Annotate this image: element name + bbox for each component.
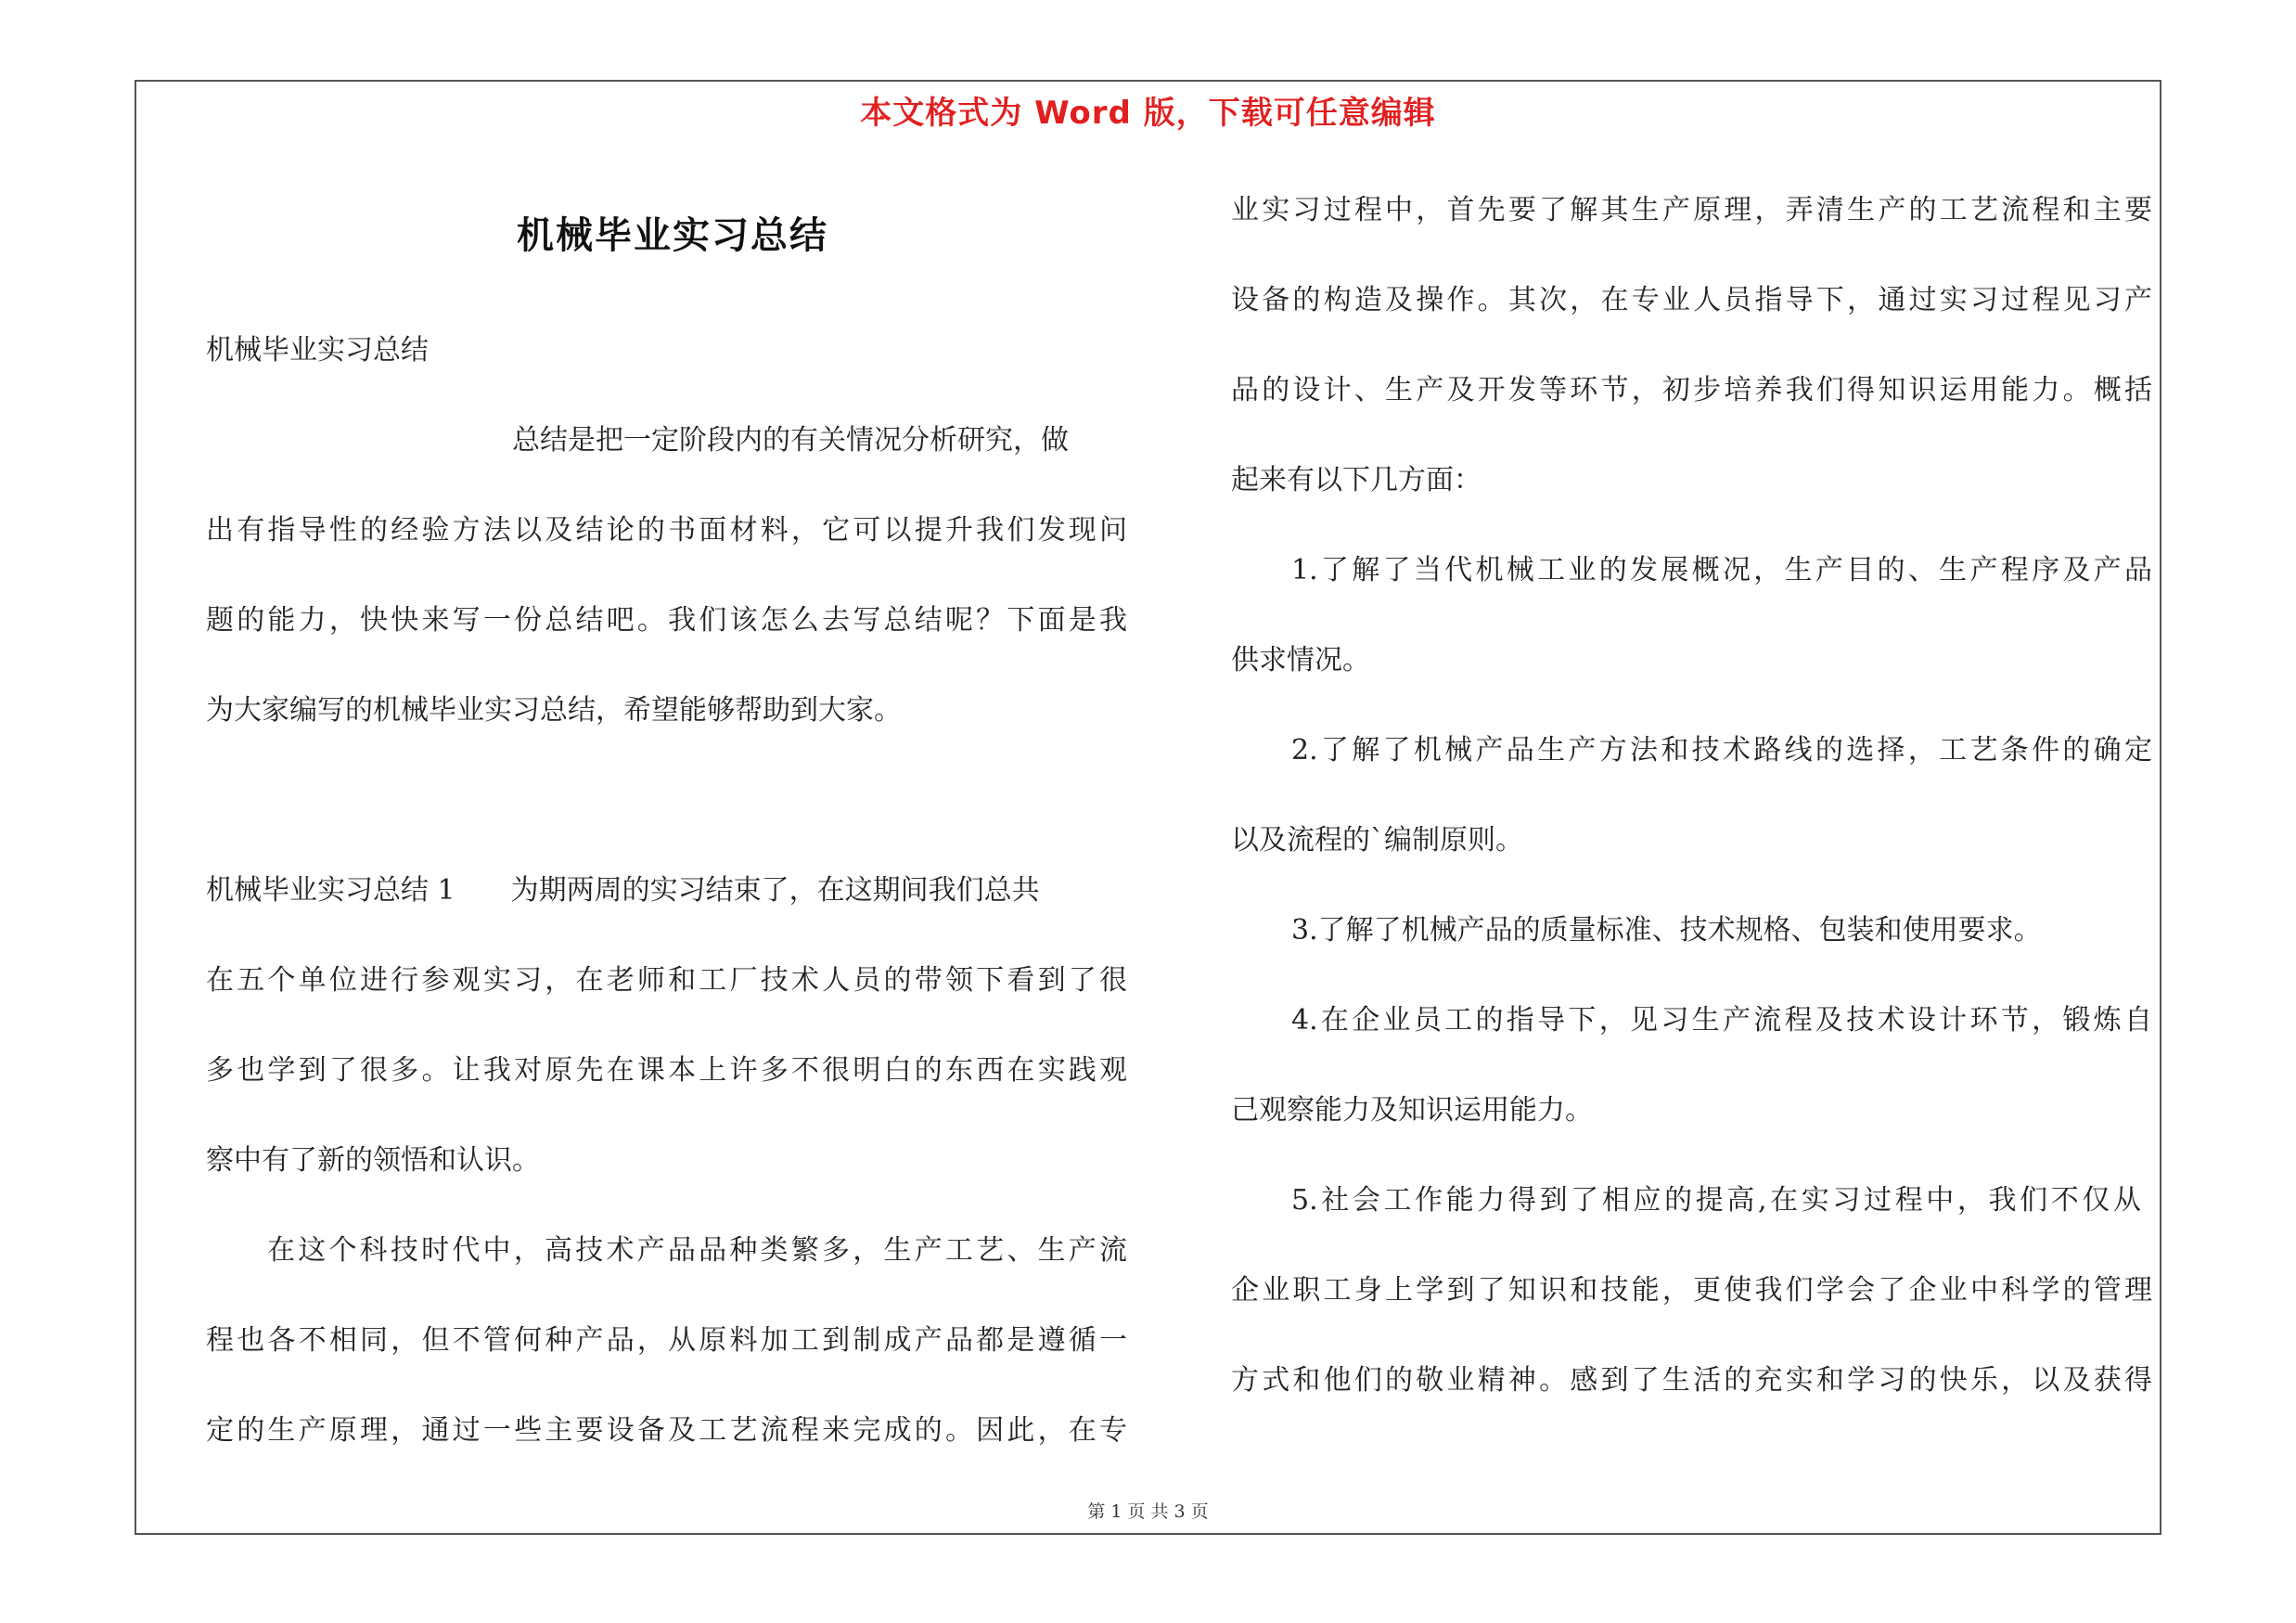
list-item: 4.在企业员工的指导下，见习生产流程及技术设计环节，锻炼自	[1291, 1004, 2152, 1037]
paragraph-line: 为大家编写的机械毕业实习总结，希望能够帮助到大家。	[206, 694, 902, 727]
list-item-continuation: 己观察能力及知识运用能力。	[1231, 1094, 1593, 1127]
list-item: 5.社会工作能力得到了相应的提高,在实习过程中，我们不仅从	[1291, 1184, 2141, 1217]
document-title: 机械毕业实习总结	[517, 214, 828, 257]
paragraph-line: 起来有以下几方面：	[1231, 464, 1481, 496]
list-item-continuation: 供求情况。	[1231, 644, 1370, 676]
list-item: 2.了解了机械产品生产方法和技术路线的选择，工艺条件的确定	[1291, 734, 2152, 766]
list-item-continuation: 以及流程的`编制原则。	[1231, 824, 1523, 857]
list-item-continuation: 企业职工身上学到了知识和技能，更使我们学会了企业中科学的管理	[1231, 1274, 2152, 1307]
list-item: 3.了解了机械产品的质量标准、技术规格、包装和使用要求。	[1291, 914, 2042, 947]
paragraph-line: 程也各不相同，但不管何种产品，从原料加工到制成产品都是遵循一	[206, 1324, 1127, 1357]
list-item-continuation: 方式和他们的敬业精神。感到了生活的充实和学习的快乐，以及获得	[1231, 1364, 2152, 1397]
paragraph-line: 总结是把一定阶段内的有关情况分析研究，做	[512, 424, 1069, 457]
paragraph-line: 机械毕业实习总结 1 为期两周的实习结束了，在这期间我们总共	[206, 874, 1040, 907]
paragraph-line: 定的生产原理，通过一些主要设备及工艺流程来完成的。因此，在专	[206, 1414, 1127, 1447]
paragraph-line: 在这个科技时代中，高技术产品品种类繁多，生产工艺、生产流	[267, 1234, 1127, 1267]
paragraph-line: 多也学到了很多。让我对原先在课本上许多不很明白的东西在实践观	[206, 1054, 1127, 1087]
paragraph-line: 业实习过程中，首先要了解其生产原理，弄清生产的工艺流程和主要	[1231, 194, 2152, 226]
paragraph-line: 品的设计、生产及开发等环节，初步培养我们得知识运用能力。概括	[1231, 374, 2152, 406]
paragraph-line: 出有指导性的经验方法以及结论的书面材料，它可以提升我们发现问	[206, 514, 1127, 547]
list-item: 1.了解了当代机械工业的发展概况，生产目的、生产程序及产品	[1291, 554, 2152, 586]
paragraph-line: 在五个单位进行参观实习，在老师和工厂技术人员的带领下看到了很	[206, 964, 1127, 997]
paragraph-line: 题的能力，快快来写一份总结吧。我们该怎么去写总结呢？下面是我	[206, 604, 1127, 637]
format-banner: 本文格式为 Word 版，下载可任意编辑	[860, 95, 1436, 132]
subtitle-line: 机械毕业实习总结	[206, 334, 429, 367]
paragraph-line: 察中有了新的领悟和认识。	[206, 1144, 540, 1177]
page-number: 第 1 页 共 3 页	[1087, 1501, 1209, 1522]
paragraph-line: 设备的构造及操作。其次，在专业人员指导下，通过实习过程见习产	[1231, 284, 2152, 316]
